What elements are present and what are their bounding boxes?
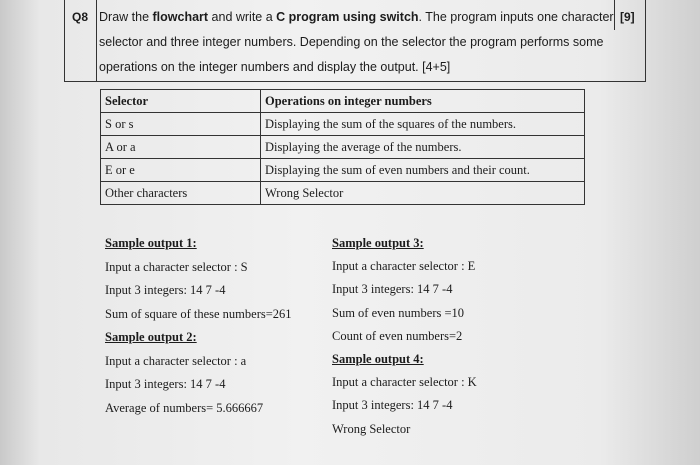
table-cell-selector: E or e [101, 159, 261, 182]
sample-line: Count of even numbers=2 [332, 328, 463, 343]
table-row [101, 159, 585, 182]
sample-line: Sum of square of these numbers=261 [105, 306, 292, 321]
question-keyword-flowchart: flowchart [152, 10, 209, 24]
sample-line: Input a character selector : E [332, 259, 476, 274]
sample-line: Sum of even numbers =10 [332, 305, 465, 320]
table-cell-selector: Other characters [101, 182, 261, 205]
question-marks: [9] [620, 10, 635, 24]
sample-line: Average of numbers= 5.666667 [105, 400, 264, 415]
table-header-operations: Operations on integer numbers [261, 90, 585, 113]
table-row [101, 182, 585, 205]
sample-line: Input 3 integers: 14 7 -4 [332, 282, 453, 297]
table-cell-operation: Displaying the average of the numbers. [261, 136, 585, 159]
sample-line: Input a character selector : a [105, 353, 247, 368]
sample-heading: Sample output 1: [105, 236, 197, 250]
table-cell-operation: Displaying the sum of even numbers and their count. [261, 159, 585, 182]
question-line-1-prefix: Draw the [99, 10, 153, 24]
operations-table [100, 89, 585, 205]
table-row [101, 113, 585, 136]
table-header-row [101, 90, 585, 113]
question-divider-right [614, 0, 615, 30]
question-line-2: selector and three integer numbers. Depending on the selector the program performs some [99, 35, 604, 49]
table-cell-selector: A or a [101, 136, 261, 159]
table-cell-operation: Displaying the sum of the squares of the numbers. [261, 113, 585, 136]
question-line-1 [99, 10, 614, 24]
question-keyword-program: C program using switch [276, 10, 419, 24]
question-line-3: operations on the integer numbers and display the output. [4+5] [99, 60, 451, 74]
sample-heading: Sample output 4: [332, 352, 424, 366]
sample-heading: Sample output 2: [105, 330, 197, 344]
question-number: Q8 [72, 10, 89, 24]
table-cell-operation: Wrong Selector [261, 182, 585, 205]
sample-line: Input 3 integers: 14 7 -4 [332, 398, 453, 413]
table-header-selector: Selector [101, 90, 261, 113]
sample-line: Input 3 integers: 14 7 -4 [105, 377, 226, 391]
sample-line: Input 3 integers: 14 7 -4 [105, 283, 226, 297]
sample-line: Input a character selector : K [332, 375, 477, 390]
question-divider-left [96, 0, 97, 81]
question-line-1-mid: and write a [208, 10, 277, 24]
sample-line: Input a character selector : S [105, 259, 248, 274]
table-row [101, 136, 585, 159]
sample-line: Wrong Selector [332, 421, 411, 436]
table-cell-selector: S or s [101, 113, 261, 136]
sample-heading: Sample output 3: [332, 236, 424, 250]
question-line-1-suffix: . The program inputs one character [418, 10, 614, 24]
